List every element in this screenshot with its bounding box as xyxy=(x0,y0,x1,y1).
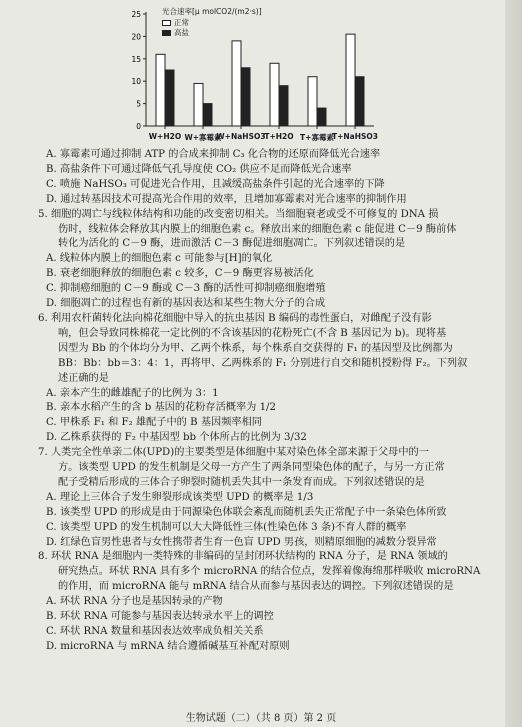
x-tick-label: W+寡霉素 xyxy=(184,133,222,142)
question-text xyxy=(38,148,506,655)
text-line: 因型为 Bb 的个体均分为甲、乙两个株系，每个株系自交获得的 F₁ 的基因型及比例都为 xyxy=(58,342,453,354)
chart-svg xyxy=(118,4,380,144)
y-tick-label: 25 xyxy=(131,10,141,19)
x-tick-label: T+NaHSO3 xyxy=(331,132,379,141)
text-line: A. 环状 RNA 分子也是基因转录的产物 xyxy=(46,596,223,608)
text-line: C. 该类型 UPD 的发生机制可以大大降低性三体(性染色体 3 条)不育人群的概率 xyxy=(46,521,407,533)
text-line: 伤时，线粒体会释放其内膜上的细胞色素 c。释放出来的细胞色素 c 能促进 C－9 酶前体 xyxy=(58,223,457,235)
bar-salt xyxy=(203,104,212,126)
text-line: D. 乙株系获得的 F₂ 中基因型 bb 个体所占的比例为 3/32 xyxy=(46,432,307,444)
text-line: D. 红绿色盲男性患者与女性携带者生育一色盲 UPD 男孩，则精原细胞的减数分裂异常 xyxy=(46,536,437,548)
text-line: D. microRNA 与 mRNA 结合遵循碱基互补配对原则 xyxy=(46,640,290,652)
x-tick-label: W+H2O xyxy=(148,132,182,141)
x-tick-label: W+NaHSO3 xyxy=(216,132,266,141)
bar-salt xyxy=(317,108,326,126)
bar-normal xyxy=(308,77,317,126)
text-line: 8. 环状 RNA 是细胞内一类特殊的非编码的呈封闭环状结构的 RNA 分子，是 RNA 领域的 xyxy=(38,551,448,563)
text-line: C. 甲株系 F₁ 和 F₂ 雄配子中的 B 基因频率相同 xyxy=(46,417,262,429)
chart-title: 光合速率[μ molCO2/(m2·s)] xyxy=(162,7,262,16)
text-line: B. 环状 RNA 可能参与基因表达转录水平上的调控 xyxy=(46,611,274,623)
text-line: BB：Bb：bb＝3：4：1，再将甲、乙两株系的 F₁ 分别进行自交和随机授粉得 F₂。下列叙 xyxy=(58,357,468,369)
page-binding-shadow xyxy=(505,0,522,727)
text-line: A. 理论上三体合子发生卵裂形成该类型 UPD 的概率是 1/3 xyxy=(46,491,314,503)
text-line: A. 寡霉素可通过抑制 ATP 的合成来抑制 C₃ 化合物的还原而降低光合速率 xyxy=(46,149,381,160)
text-line: 研究热点。环状 RNA 具有多个 microRNA 的结合位点，发挥着像海绵那样吸收 microRNA xyxy=(58,566,481,578)
text-line: B. 高盐条件下可通过降低气孔导度使 CO₂ 供应不足而降低光合速率 xyxy=(46,163,352,175)
y-tick-label: 0 xyxy=(136,122,141,131)
text-line: 述正确的是 xyxy=(58,372,109,384)
y-tick-label: 10 xyxy=(131,77,141,87)
text-line: A. 线粒体内膜上的细胞色素 c 可能参与[H]的氧化 xyxy=(46,253,273,265)
text-line: C. 喷施 NaHSO₃ 可促进光合作用，且减缓高盐条件引起的光合速率的下降 xyxy=(46,178,385,190)
legend-swatch-normal xyxy=(162,20,171,26)
y-tick-label: 5 xyxy=(136,99,141,109)
text-line: A. 亲本产生的雌雄配子的比例为 3：1 xyxy=(46,387,219,399)
legend-swatch-salt xyxy=(162,30,171,36)
text-line: B. 亲本水稻产生的含 b 基因的花粉存活概率为 1/2 xyxy=(46,402,276,414)
bar-normal xyxy=(156,54,165,126)
legend-label-salt: 高盐 xyxy=(174,28,189,37)
text-line: 5. 细胞的凋亡与线粒体结构和功能的改变密切相关。当细胞衰老或受不可修复的 DNA 损 xyxy=(38,208,439,220)
text-line: 配子受精后形成的三体合子卵裂时随机丢失其中一条发育而成。下列叙述错误的是 xyxy=(58,476,425,488)
bar-normal xyxy=(232,41,241,126)
bar-normal xyxy=(270,63,279,126)
bar-salt xyxy=(279,86,288,126)
text-line: C. 环状 RNA 数量和基因表达效率成负相关关系 xyxy=(46,626,264,637)
text-line: 的作用，而 microRNA 能与 mRNA 结合从而参与基因表达的调控。下列叙述错误的是 xyxy=(58,581,454,593)
text-line: D. 通过转基因技术可提高光合作用的效率，且增加寡霉素对光合速率的抑制作用 xyxy=(46,193,407,205)
text-line: B. 衰老细胞释放的细胞色素 c 较多，C－9 酶更容易被活化 xyxy=(46,268,314,280)
text-line: 响，但会导致同株棉花一定比例的不含该基因的花粉死亡(不含 B 基因记为 b)。现将基 xyxy=(58,327,447,339)
text-line: B. 该类型 UPD 的形成是由于同源染色体联会紊乱而随机丢失正常配子中一条染色体所致 xyxy=(46,506,447,518)
legend-salt xyxy=(162,27,189,38)
y-tick-label: 20 xyxy=(131,32,141,42)
page-footer: 生物试题（二）（共 8 页）第 2 页 xyxy=(185,713,337,724)
bar-salt xyxy=(355,77,364,126)
legend-label-normal: 正常 xyxy=(174,18,189,27)
bar-normal xyxy=(346,34,355,126)
bar-salt xyxy=(165,70,174,126)
text-line: 转化为活化的 C－9 酶，进而激活 C－3 酶促进细胞凋亡。下列叙述错误的是 xyxy=(58,238,406,250)
x-tick-label: T+H2O xyxy=(264,132,294,141)
text-line: 方。该类型 UPD 的发生机制是父母一方产生了两条同型染色体的配子，与另一方正常 xyxy=(58,462,445,474)
text-line: C. 抑制癌细胞的 C－9 酶或 C－3 酶的活性可抑制癌细胞增殖 xyxy=(46,283,326,295)
bar-normal xyxy=(194,83,203,126)
x-tick-label: T+寡霉素 xyxy=(300,133,334,142)
text-line: 6. 利用农杆菌转化法向棉花细胞中导入的抗虫基因 B 编码的毒性蛋白，对雌配子没有影 xyxy=(38,312,432,324)
text-line: D. 细胞凋亡的过程也有新的基因表达和某些生物大分子的合成 xyxy=(46,298,326,310)
bar-salt xyxy=(241,68,250,126)
text-line: 7. 人类完全性单亲二体(UPD)的主要类型是体细胞中某对染色体全部来源于父母中的一 xyxy=(38,447,429,459)
y-tick-label: 15 xyxy=(131,54,141,64)
photosynthesis-bar-chart xyxy=(118,4,380,144)
